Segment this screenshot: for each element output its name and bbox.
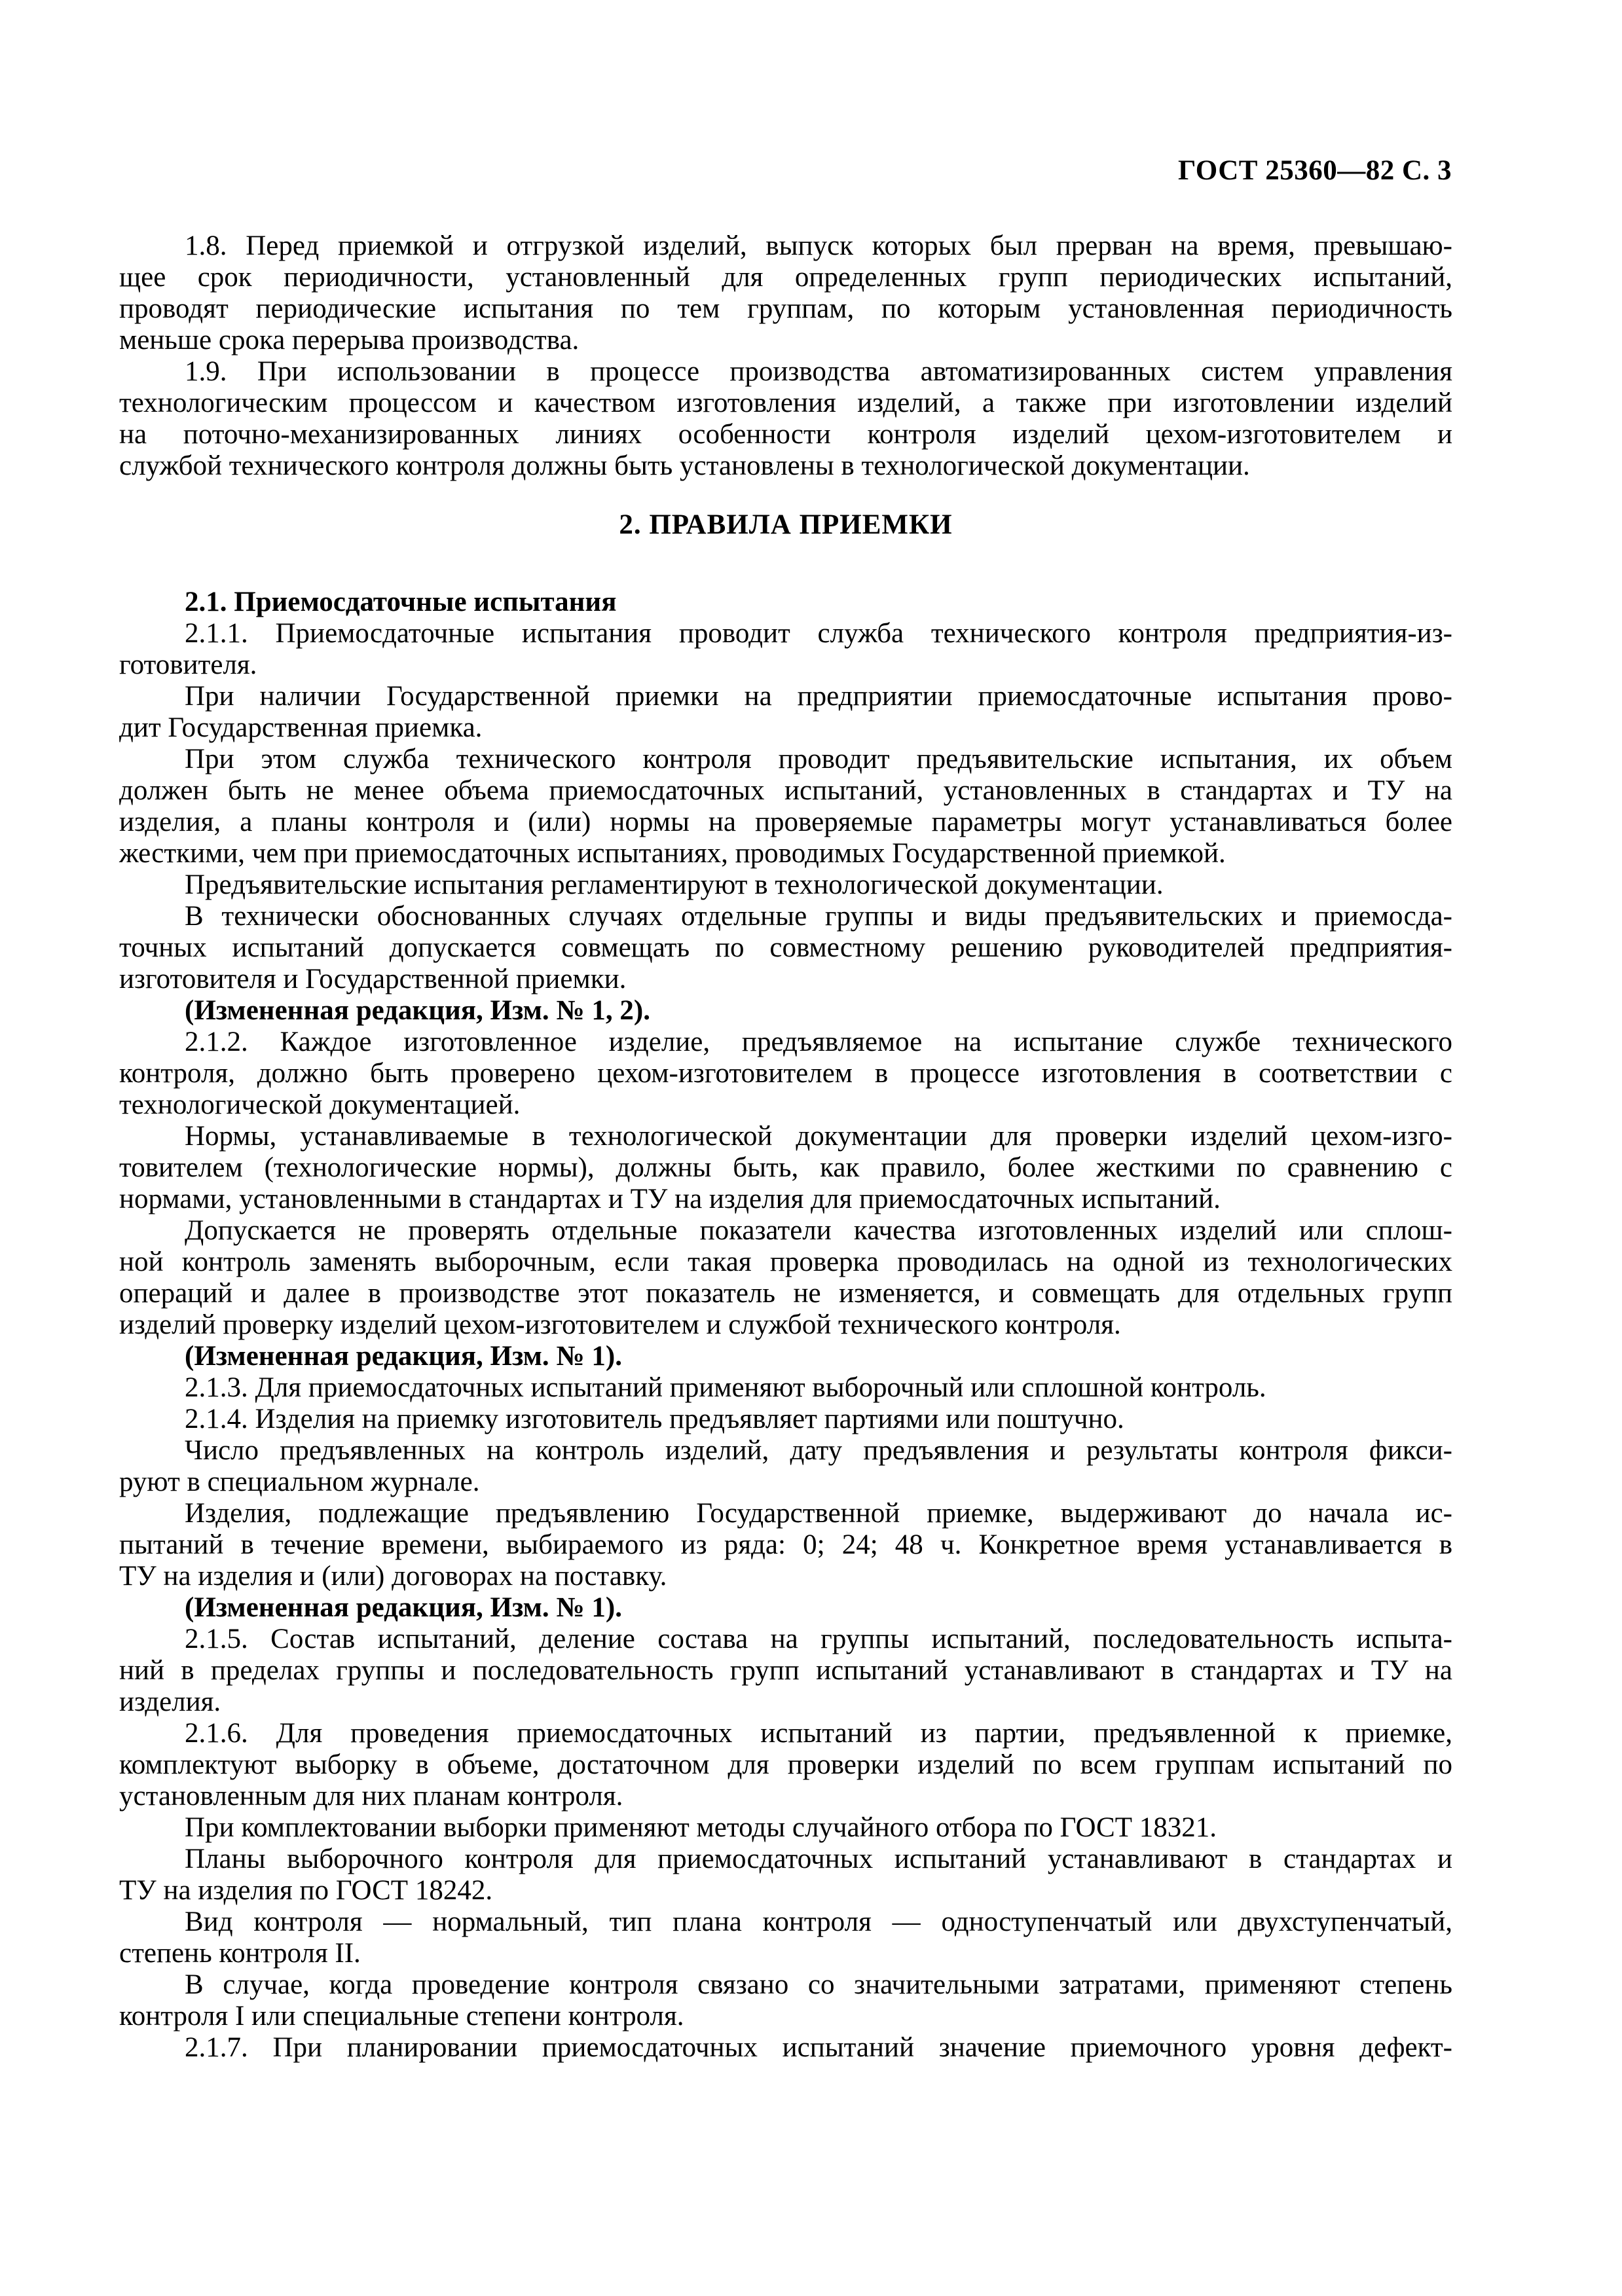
- paragraph: [119, 1624, 1452, 1718]
- text-line: (Измененная редакция, Изм. № 1).: [185, 1341, 622, 1372]
- paragraph: [119, 681, 1452, 744]
- text-line: 2.1. Приемосдаточные испытания: [185, 587, 617, 617]
- text-line: изделий проверку изделий цехом-изготовителем и службой технического контроля.: [119, 1309, 1121, 1340]
- text-line: проводят периодические испытания по тем группам, по которым установленная периодичность: [119, 293, 1452, 324]
- text-line: операций и далее в производстве этот показатель не изменяется, и совмещать для отдельных групп: [119, 1278, 1452, 1309]
- text-line: ТУ на изделия по ГОСТ 18242.: [119, 1875, 493, 1906]
- text-line: 2.1.4. Изделия на приемку изготовитель предъявляет партиями или поштучно.: [185, 1404, 1124, 1434]
- text-line: Планы выборочного контроля для приемосдаточных испытаний устанавливают в стандартах и: [185, 1844, 1452, 1874]
- text-line: 2.1.5. Состав испытаний, деление состава на группы испытаний, последовательность испыта-: [185, 1624, 1452, 1654]
- text-line: технологической документацией.: [119, 1089, 521, 1120]
- paragraph: [119, 869, 1452, 901]
- text-line: Число предъявленных на контроль изделий, дату предъявления и результаты контроля фикси-: [185, 1435, 1452, 1466]
- text-line: изделия.: [119, 1686, 221, 1717]
- paragraph: [119, 1969, 1452, 2032]
- paragraph: [119, 1404, 1452, 1435]
- text-line: жесткими, чем при приемосдаточных испытаниях, проводимых Государственной приемкой.: [119, 838, 1226, 869]
- text-line: службой технического контроля должны быть установлены в технологической документации.: [119, 450, 1250, 481]
- paragraph: [119, 2032, 1452, 2064]
- paragraph: [119, 618, 1452, 681]
- text-line: меньше срока перерыва производства.: [119, 325, 580, 355]
- section-heading: [119, 509, 1452, 541]
- paragraph: [119, 1498, 1452, 1592]
- document-content: [119, 230, 1452, 2064]
- text-line: 2. ПРАВИЛА ПРИЕМКИ: [619, 509, 953, 540]
- text-line: (Измененная редакция, Изм. № 1).: [185, 1592, 622, 1623]
- text-line: установленным для них планам контроля.: [119, 1781, 623, 1812]
- text-line: дит Государственная приемка.: [119, 712, 483, 743]
- text-line: (Измененная редакция, Изм. № 1, 2).: [185, 995, 650, 1026]
- editorial-note-paragraph: [119, 1592, 1452, 1624]
- text-line: При комплектовании выборки применяют методы случайного отбора по ГОСТ 18321.: [185, 1812, 1217, 1843]
- text-line: В технически обоснованных случаях отдельные группы и виды предъявительских и приемосда-: [185, 901, 1452, 932]
- text-line: контроля, должно быть проверено цехом-изготовителем в процессе изготовления в соответствии с: [119, 1058, 1452, 1089]
- paragraph: [119, 1372, 1452, 1404]
- text-line: При наличии Государственной приемки на предприятии приемосдаточные испытания прово-: [185, 681, 1452, 712]
- text-line: точных испытаний допускается совмещать по совместному решению руководителей предприятия-: [119, 932, 1452, 963]
- text-line: товителем (технологические нормы), должны быть, как правило, более жесткими по сравнению с: [119, 1152, 1452, 1183]
- text-line: руют в специальном журнале.: [119, 1467, 480, 1497]
- page-header: ГОСТ 25360—82 С. 3: [1177, 155, 1452, 186]
- text-line: 1.9. При использовании в процессе производства автоматизированных систем управления: [185, 356, 1452, 387]
- text-line: контроля I или специальные степени контроля.: [119, 2001, 684, 2032]
- text-line: При этом служба технического контроля проводит предъявительские испытания, их объем: [185, 744, 1452, 774]
- editorial-note-paragraph: [119, 995, 1452, 1027]
- text-line: должен быть не менее объема приемосдаточных испытаний, установленных в стандартах и ТУ на: [119, 775, 1452, 806]
- editorial-note-paragraph: [119, 1341, 1452, 1372]
- text-line: готовителя.: [119, 649, 257, 680]
- text-line: технологическим процессом и качеством изготовления изделий, а также при изготовлении изделий: [119, 388, 1452, 418]
- text-line: степень контроля II.: [119, 1938, 361, 1969]
- text-line: изготовителя и Государственной приемки.: [119, 964, 627, 994]
- text-line: 2.1.1. Приемосдаточные испытания проводит служба технического контроля предприятия-из-: [185, 618, 1452, 649]
- text-line: изделия, а планы контроля и (или) нормы на проверяемые параметры могут устанавливаться более: [119, 807, 1452, 837]
- paragraph: [119, 1215, 1452, 1341]
- text-line: В случае, когда проведение контроля связано со значительными затратами, применяют степень: [185, 1969, 1452, 2000]
- paragraph: [119, 1027, 1452, 1121]
- text-line: на поточно-механизированных линиях особенности контроля изделий цехом-изготовителем и: [119, 419, 1452, 450]
- text-line: Вид контроля — нормальный, тип плана контроля — одноступенчатый или двухступенчатый,: [185, 1906, 1452, 1937]
- paragraph: [119, 744, 1452, 869]
- paragraph: [119, 901, 1452, 995]
- text-line: 2.1.3. Для приемосдаточных испытаний применяют выборочный или сплошной контроль.: [185, 1372, 1266, 1403]
- paragraph: [119, 1844, 1452, 1906]
- text-line: 1.8. Перед приемкой и отгрузкой изделий, выпуск которых был прерван на время, превышаю-: [185, 230, 1452, 261]
- text-line: 2.1.2. Каждое изготовленное изделие, предъявляемое на испытание службе технического: [185, 1027, 1452, 1057]
- text-line: ной контроль заменять выборочным, если такая проверка проводилась на одной из технологических: [119, 1247, 1452, 1277]
- text-line: Предъявительские испытания регламентируют в технологической документации.: [185, 869, 1164, 900]
- paragraph: [119, 1906, 1452, 1969]
- text-line: 2.1.6. Для проведения приемосдаточных испытаний из партии, предъявленной к приемке,: [185, 1718, 1452, 1749]
- paragraph: [119, 1812, 1452, 1844]
- paragraph: [119, 1718, 1452, 1812]
- paragraph: [119, 1121, 1452, 1215]
- text-line: Изделия, подлежащие предъявлению Государственной приемке, выдерживают до начала ис-: [185, 1498, 1452, 1529]
- text-line: нормами, установленными в стандартах и ТУ на изделия для приемосдаточных испытаний.: [119, 1184, 1221, 1214]
- text-line: Допускается не проверять отдельные показатели качества изготовленных изделий или сплош-: [185, 1215, 1452, 1246]
- paragraph: [119, 356, 1452, 482]
- text-line: ний в пределах группы и последовательность групп испытаний устанавливают в стандартах и ТУ на: [119, 1655, 1452, 1686]
- paragraph: [119, 230, 1452, 356]
- text-line: пытаний в течение времени, выбираемого из ряда: 0; 24; 48 ч. Конкретное время устанавливается в: [119, 1529, 1452, 1560]
- text-line: 2.1.7. При планировании приемосдаточных испытаний значение приемочного уровня дефект-: [185, 2032, 1452, 2063]
- paragraph: [119, 1435, 1452, 1498]
- text-line: комплектуют выборку в объеме, достаточном для проверки изделий по всем группам испытаний по: [119, 1749, 1452, 1780]
- text-line: щее срок периодичности, установленный для определенных групп периодических испытаний,: [119, 262, 1452, 293]
- text-line: ТУ на изделия и (или) договорах на поставку.: [119, 1561, 667, 1592]
- editorial-note-paragraph: [119, 587, 1452, 618]
- text-line: Нормы, устанавливаемые в технологической документации для проверки изделий цехом-изго-: [185, 1121, 1452, 1152]
